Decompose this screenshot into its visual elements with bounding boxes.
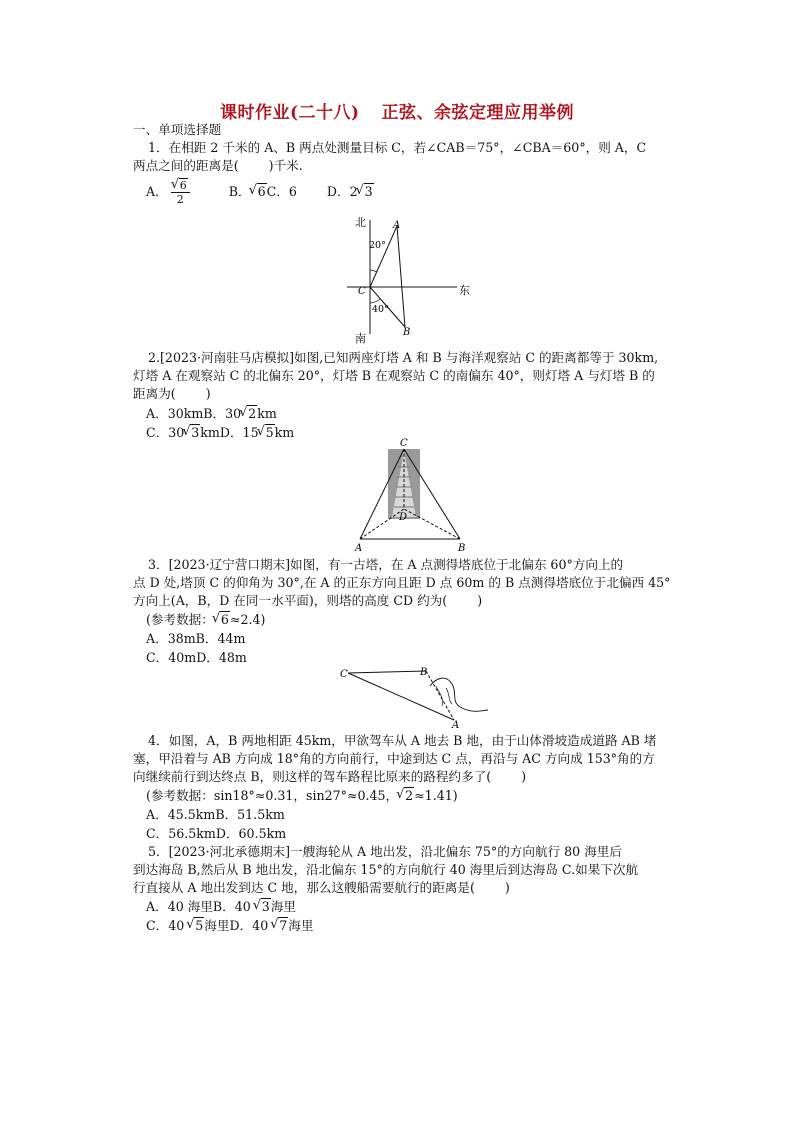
q1-line2-text: 两点之间的距离是(	[133, 158, 239, 173]
q4-line1: 4．如图，A，B 两地相距 45km，甲欲驾车从 A 地去 B 地，由于山体滑坡造成道路 AB 堵	[148, 733, 657, 748]
fig3-label-c: C	[340, 669, 348, 680]
q4-line2: 塞，甲沿着与 AB 方向成 18°角的方向前行，中途到达 C 点，再沿与 AC 方向成 153°角的方	[133, 751, 655, 766]
q2-options-row1	[146, 406, 277, 422]
q3-reference: (参考数据：√ 6≈2.4)	[146, 612, 265, 628]
q5-options-row2	[146, 918, 313, 934]
q3-options-row2	[146, 650, 247, 666]
q1-option-d: D．2√ 3	[327, 184, 374, 199]
figure-3-landslide-diagram	[338, 664, 498, 734]
q1-options	[146, 178, 374, 206]
q3-line2: 点 D 处,塔顶 C 的仰角为 30°,在 A 的正东方向且距 D 点 60m 的 B 点测得塔底位于北偏西 45°	[133, 575, 671, 590]
fig1-label-east: 东	[459, 284, 470, 297]
q4-option-c: C．56.5km	[146, 826, 216, 841]
fig2-label-d: D	[399, 512, 408, 523]
q2-line2: 灯塔 A 在观察站 C 的北偏东 20°，灯塔 B 在观察站 C 的南偏东 40°，则灯塔 A 与灯塔 B 的	[133, 368, 655, 383]
fig3-segment-cb	[348, 671, 426, 673]
q3-options-row1	[146, 631, 245, 647]
title-main: 课时作业(二十八)	[219, 103, 360, 123]
q2-options-row2	[146, 425, 294, 441]
q5-option-a: A．40 海里	[146, 899, 213, 914]
fig2-label-c: C	[400, 438, 408, 449]
fig2-label-b: B	[458, 543, 466, 554]
fig2-segment-ad	[360, 509, 404, 539]
q5-line1: 5．[2023·河北承德期末]一艘海轮从 A 地出发，沿北偏东 75°的方向航行 80 海里后	[148, 844, 622, 859]
fig1-angle-arc-top	[370, 270, 377, 272]
q1-line2-end: )千米.	[268, 158, 303, 173]
q3-option-c: C．40m	[146, 650, 197, 665]
q2-option-c: C．30√ 3km	[146, 425, 220, 440]
q2-option-b: B．30√ 2km	[203, 406, 276, 421]
q3-option-a: A．38m	[146, 631, 196, 646]
page-title	[0, 98, 794, 123]
q3-line3: 方向上(A，B，D 在同一水平面)，则塔的高度 CD 约为( )	[133, 593, 483, 608]
q2-option-d: D．15√ 5km	[220, 425, 294, 440]
fig1-label-b: B	[403, 327, 411, 338]
q5-option-c: C．40 √ 5海里	[146, 918, 229, 933]
fig1-label-angle-40: 40°	[372, 304, 389, 315]
fig1-segment-ab	[397, 226, 405, 327]
fig1-label-angle-20: 20°	[369, 240, 386, 251]
fig3-label-a: A	[452, 720, 460, 731]
title-sub: 正弦、余弦定理应用举例	[381, 103, 575, 123]
fig1-label-a: A	[393, 220, 401, 231]
q2-option-a: A．30km	[146, 406, 204, 421]
section-heading: 一、单项选择题	[133, 122, 222, 137]
q3-line1: 3．[2023·辽宁营口期末]如图，有一古塔，在 A 点测得塔底位于北偏东 60°方向上的	[148, 557, 624, 572]
figure-2-tower-diagram	[342, 437, 482, 555]
fig3-label-b: B	[420, 667, 428, 678]
q1-line2	[133, 158, 303, 174]
q5-line3: 行直接从 A 地出发到达 C 地，那么这艘船需要航行的距离是( )	[133, 880, 510, 895]
q4-options-row1	[146, 807, 285, 823]
fig1-label-south: 南	[355, 332, 366, 345]
q5-option-d: D．40 √ 7海里	[229, 918, 313, 933]
fig1-label-c: C	[358, 286, 366, 297]
q4-option-d: D．60.5km	[215, 826, 287, 841]
q3-option-d: D．48m	[196, 650, 247, 665]
q4-reference: (参考数据：sin18°≈0.31，sin27°≈0.45，√ 2≈1.41)	[146, 788, 458, 804]
q1-option-a: A． √ $\frac{6}{2}$	[146, 184, 193, 199]
q2-line3: 距离为( )	[133, 386, 211, 401]
q4-option-a: A．45.5km	[146, 807, 216, 822]
figure-1-bearing-diagram	[335, 212, 475, 347]
q1-option-b: B．√ 6	[229, 184, 267, 199]
q2-line1: 2.[2023·河南驻马店模拟]如图,已知两座灯塔 A 和 B 与海洋观察站 C 的距离都等于 30km,	[148, 350, 659, 365]
fig1-segment-ca	[370, 226, 397, 287]
q4-options-row2	[146, 826, 286, 842]
q1-line1: 1．在相距 2 千米的 A、B 两点处测量目标 C，若∠CAB＝75°，∠CBA＝60°，则 A，C	[148, 140, 647, 155]
q4-option-b: B．51.5km	[215, 807, 285, 822]
fig3-segment-ca	[348, 673, 454, 720]
q5-options-row1	[146, 899, 296, 915]
q4-line3: 向继续前行到达终点 B，则这样的驾车路程比原来的路程约多了( )	[133, 769, 527, 784]
q5-line2: 到达海岛 B,然后从 B 地出发，沿北偏东 15°的方向航行 40 海里后到达海岛 C.如果下次航	[133, 862, 639, 877]
fig1-label-north: 北	[355, 216, 366, 229]
fig2-label-a: A	[355, 543, 363, 554]
q1-option-c: C．6	[266, 184, 297, 199]
q5-option-b: B．40 √ 3海里	[213, 899, 296, 914]
q3-option-b: B．44m	[195, 631, 246, 646]
q1-option-a-fraction: √ $\frac{6}{2}$	[171, 179, 190, 206]
fig1-angle-arc-bottom	[370, 299, 380, 303]
fig3-mountain-outline	[430, 678, 488, 711]
